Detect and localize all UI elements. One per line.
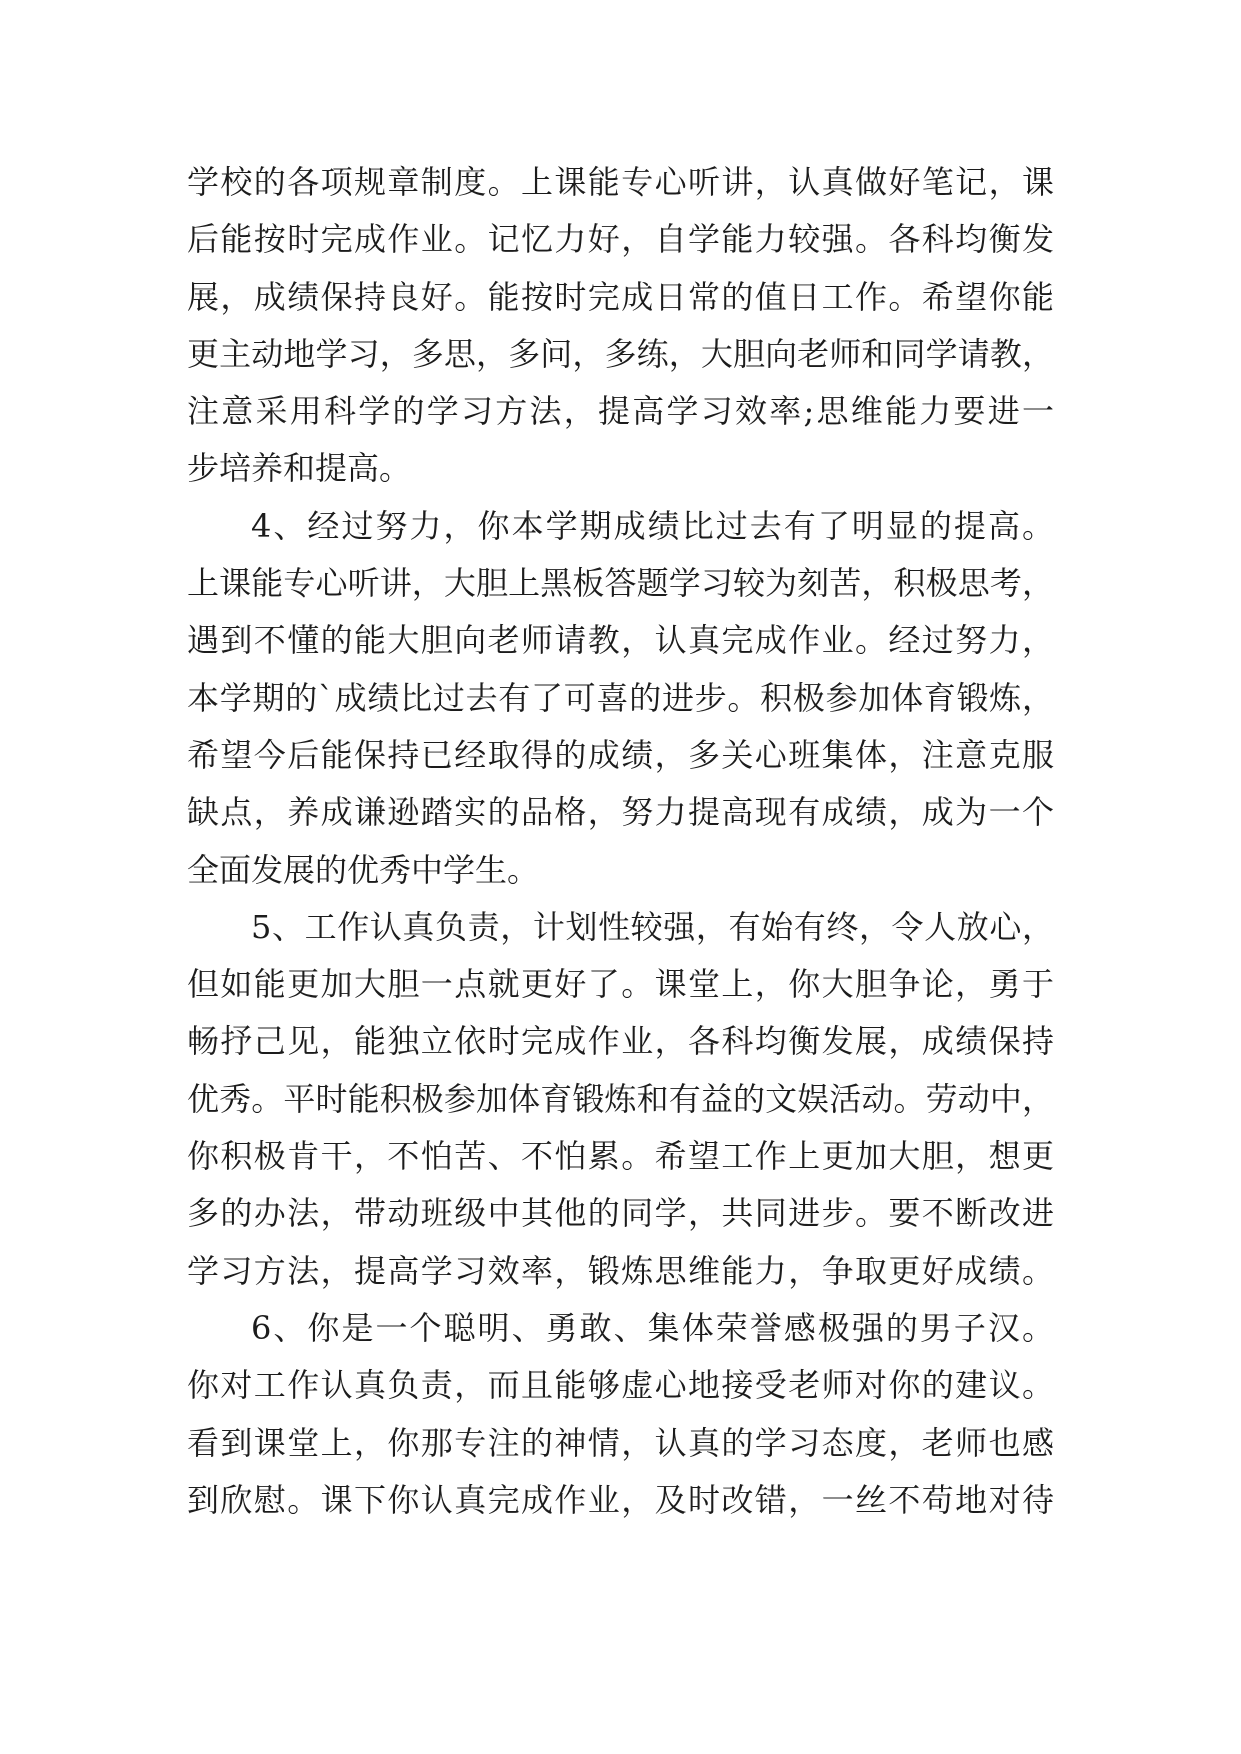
text-line: 后能按时完成作业。记忆力好，自学能力较强。各科均衡发 <box>187 220 1054 259</box>
text-line: 学校的各项规章制度。上课能专心听讲，认真做好笔记，课 <box>187 163 1054 201</box>
text-line: 看到课堂上，你那专注的神情，认真的学习态度，老师也感 <box>187 1423 1054 1462</box>
text-line: 注意采用科学的学习方法，提高学习效率;思维能力要进一 <box>187 392 1054 431</box>
text-line: 上课能专心听讲，大胆上黑板答题学习较为刻苦，积极思考， <box>187 564 1054 603</box>
paragraph-item-4 <box>187 498 1054 899</box>
text-line: 你积极肯干，不怕苦、不怕累。希望工作上更加大胆，想更 <box>187 1137 1054 1176</box>
text-line: 到欣慰。课下你认真完成作业，及时改错，一丝不苟地对待 <box>187 1480 1054 1519</box>
text-line: 展，成绩保持良好。能按时完成日常的值日工作。希望你能 <box>187 277 1054 316</box>
text-line: 畅抒己见，能独立依时完成作业，各科均衡发展，成绩保持 <box>187 1022 1054 1061</box>
text-line: 6、你是一个聪明、勇敢、集体荣誉感极强的男子汉。 <box>251 1308 1054 1347</box>
paragraph-continued <box>187 154 1054 498</box>
paragraph-item-5 <box>187 899 1054 1300</box>
document-body <box>187 154 1054 1529</box>
text-line: 本学期的`成绩比过去有了可喜的进步。积极参加体育锻炼， <box>187 678 1054 717</box>
text-line: 学习方法，提高学习效率，锻炼思维能力，争取更好成绩。 <box>187 1251 1054 1290</box>
text-line: 但如能更加大胆一点就更好了。课堂上，你大胆争论，勇于 <box>187 965 1054 1004</box>
text-line: 缺点，养成谦逊踏实的品格，努力提高现有成绩，成为一个 <box>187 793 1054 832</box>
text-line: 4、经过努力，你本学期成绩比过去有了明显的提高。 <box>251 506 1054 545</box>
paragraph-item-6 <box>187 1300 1054 1529</box>
text-line: 希望今后能保持已经取得的成绩，多关心班集体，注意克服 <box>187 735 1054 774</box>
text-line: 遇到不懂的能大胆向老师请教，认真完成作业。经过努力， <box>187 621 1054 660</box>
text-line: 更主动地学习，多思，多问，多练，大胆向老师和同学请教， <box>187 334 1054 373</box>
text-line: 优秀。平时能积极参加体育锻炼和有益的文娱活动。劳动中， <box>187 1079 1054 1118</box>
text-line: 全面发展的优秀中学生。 <box>187 850 540 889</box>
text-line: 多的办法，带动班级中其他的同学，共同进步。要不断改进 <box>187 1194 1054 1233</box>
text-line: 步培养和提高。 <box>187 449 412 488</box>
text-line: 5、工作认真负责，计划性较强，有始有终，令人放心， <box>251 907 1054 946</box>
text-line: 你对工作认真负责，而且能够虚心地接受老师对你的建议。 <box>187 1366 1054 1405</box>
